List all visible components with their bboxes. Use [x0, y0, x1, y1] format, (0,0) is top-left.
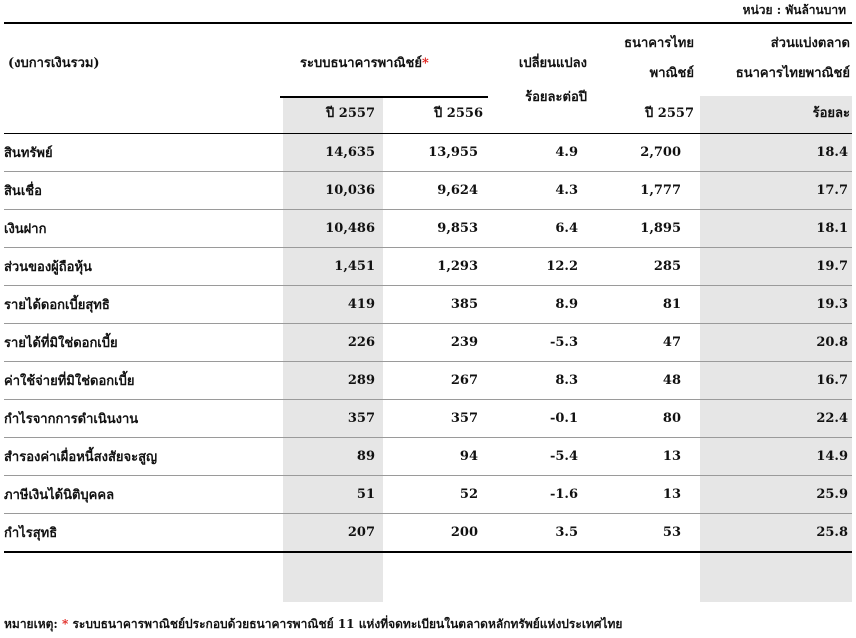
table-row [4, 514, 852, 553]
header-star: * [421, 56, 429, 71]
table-row [4, 362, 852, 400]
row-label: ภาษีเงินได้นิติบุคคล [4, 476, 283, 514]
row-label: กำไรสุทธิ [4, 514, 283, 553]
table-row [4, 476, 852, 514]
row-label: สินเชื่อ [4, 172, 283, 210]
cell-2557: 207 [283, 514, 383, 553]
cell-2557: 357 [283, 400, 383, 438]
table-row [4, 324, 852, 362]
cell-change: 12.2 [483, 248, 590, 286]
table-row [4, 134, 852, 172]
cell-2556: 385 [383, 286, 483, 324]
financial-table [4, 134, 852, 553]
cell-2556: 267 [383, 362, 483, 400]
cell-share: 16.7 [697, 362, 852, 400]
cell-share: 19.7 [697, 248, 852, 286]
cell-2556: 9,624 [383, 172, 483, 210]
footnote-star: * [62, 617, 69, 631]
table-top-rule [4, 22, 852, 24]
header-thai-bank-line1: ธนาคารไทย [624, 36, 694, 51]
cell-change: -0.1 [483, 400, 590, 438]
cell-2557: 289 [283, 362, 383, 400]
cell-share: 18.4 [697, 134, 852, 172]
header-thai-bank-line2: พาณิชย์ [649, 66, 694, 81]
unit-label: หน่วย : พันล้านบาท [742, 3, 846, 17]
cell-change: 6.4 [483, 210, 590, 248]
cell-share: 17.7 [697, 172, 852, 210]
cell-scb-2557: 81 [590, 286, 697, 324]
header-item: (งบการเงินรวม) [8, 56, 100, 71]
header-commercial-system [300, 54, 429, 74]
table-row [4, 248, 852, 286]
cell-2556: 239 [383, 324, 483, 362]
cell-2556: 1,293 [383, 248, 483, 286]
row-label: รายได้ดอกเบี้ยสุทธิ [4, 286, 283, 324]
header-share-line1: ส่วนแบ่งตลาด [770, 36, 850, 51]
cell-scb-2557: 48 [590, 362, 697, 400]
cell-change: 8.9 [483, 286, 590, 324]
cell-change: 3.5 [483, 514, 590, 553]
cell-2556: 200 [383, 514, 483, 553]
row-label: สำรองค่าเผื่อหนี้สงสัยจะสูญ [4, 438, 283, 476]
footnote-text: ระบบธนาคารพาณิชย์ประกอบด้วยธนาคารพาณิชย์ 11 แห่งที่จดทะเบียนในตลาดหลักทรัพย์แห่งประเทศไทย [72, 617, 623, 631]
cell-change: 8.3 [483, 362, 590, 400]
cell-2556: 13,955 [383, 134, 483, 172]
header-change-line2: ร้อยละต่อปี [525, 90, 587, 105]
cell-share: 22.4 [697, 400, 852, 438]
header-thai-bank-year: ปี 2557 [645, 106, 694, 121]
header-share-percent: ร้อยละ [812, 106, 850, 121]
row-label: ค่าใช้จ่ายที่มิใช่ดอกเบี้ย [4, 362, 283, 400]
table-row [4, 210, 852, 248]
footnote [4, 614, 622, 634]
cell-2557: 226 [283, 324, 383, 362]
table-row [4, 438, 852, 476]
cell-change: 4.9 [483, 134, 590, 172]
cell-scb-2557: 1,777 [590, 172, 697, 210]
cell-2557: 89 [283, 438, 383, 476]
cell-scb-2557: 2,700 [590, 134, 697, 172]
cell-change: -1.6 [483, 476, 590, 514]
cell-share: 25.9 [697, 476, 852, 514]
row-label: เงินฝาก [4, 210, 283, 248]
cell-2557: 10,486 [283, 210, 383, 248]
header-year-2556: ปี 2556 [434, 106, 483, 121]
cell-share: 14.9 [697, 438, 852, 476]
cell-2557: 419 [283, 286, 383, 324]
header-commercial-system-label: ระบบธนาคารพาณิชย์ [300, 56, 422, 71]
row-label: สินทรัพย์ [4, 134, 283, 172]
header-share-line2: ธนาคารไทยพาณิชย์ [735, 66, 850, 81]
cell-scb-2557: 80 [590, 400, 697, 438]
cell-2557: 1,451 [283, 248, 383, 286]
cell-scb-2557: 285 [590, 248, 697, 286]
footnote-prefix: หมายเหตุ: [4, 617, 58, 631]
cell-share: 20.8 [697, 324, 852, 362]
row-label: รายได้ที่มิใช่ดอกเบี้ย [4, 324, 283, 362]
header-year-2557: ปี 2557 [326, 106, 375, 121]
table-row [4, 286, 852, 324]
cell-2556: 52 [383, 476, 483, 514]
cell-2556: 357 [383, 400, 483, 438]
cell-scb-2557: 13 [590, 438, 697, 476]
table-row [4, 172, 852, 210]
row-label: กำไรจากการดำเนินงาน [4, 400, 283, 438]
cell-2557: 10,036 [283, 172, 383, 210]
cell-2556: 9,853 [383, 210, 483, 248]
row-label: ส่วนของผู้ถือหุ้น [4, 248, 283, 286]
cell-2556: 94 [383, 438, 483, 476]
header-change-line1: เปลี่ยนแปลง [518, 56, 587, 71]
cell-share: 19.3 [697, 286, 852, 324]
table-row [4, 400, 852, 438]
cell-scb-2557: 1,895 [590, 210, 697, 248]
cell-share: 18.1 [697, 210, 852, 248]
cell-scb-2557: 53 [590, 514, 697, 553]
header-subline [280, 96, 488, 98]
cell-change: -5.4 [483, 438, 590, 476]
cell-scb-2557: 47 [590, 324, 697, 362]
cell-scb-2557: 13 [590, 476, 697, 514]
cell-2557: 14,635 [283, 134, 383, 172]
cell-2557: 51 [283, 476, 383, 514]
cell-change: -5.3 [483, 324, 590, 362]
cell-share: 25.8 [697, 514, 852, 553]
cell-change: 4.3 [483, 172, 590, 210]
